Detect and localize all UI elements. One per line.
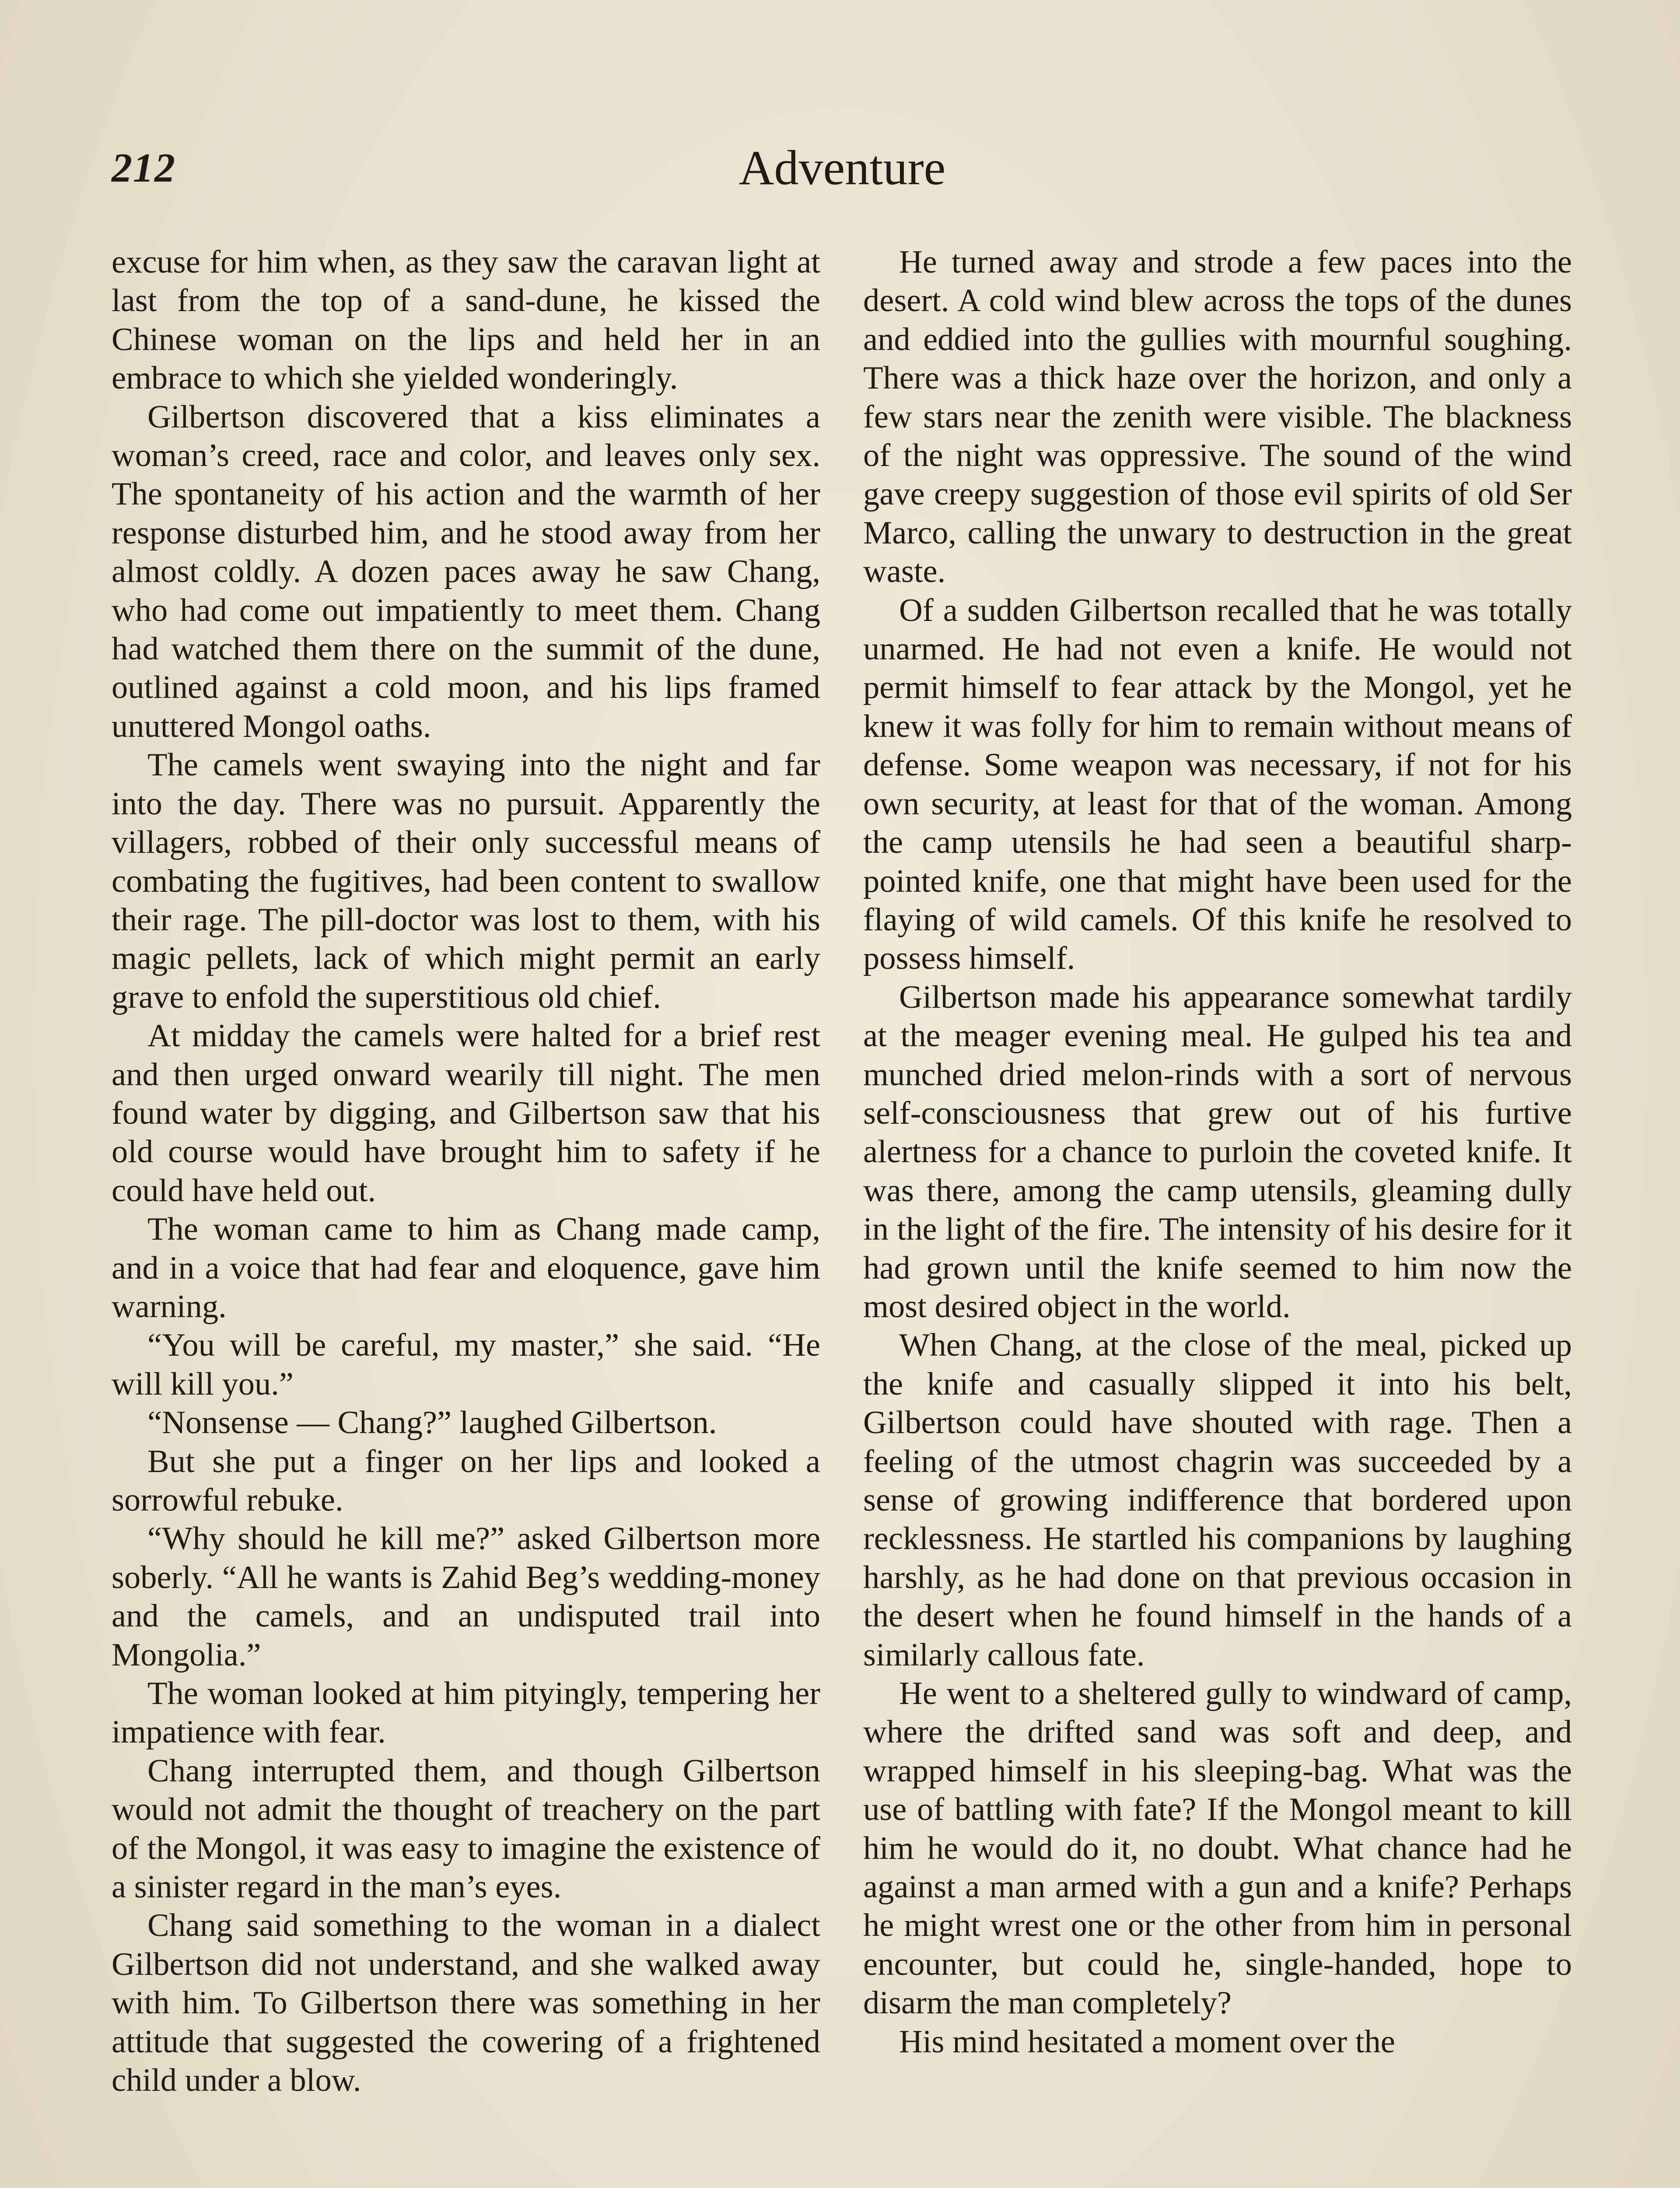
paragraph: He turned away and strode a few paces into the desert. A cold wind blew across the tops of the dunes and eddied into the gullies with mournful soughing. There was a thick haze over the horizon, and only a few stars near the zenith were visible. The blackness of the night was oppressive. The sound of the wind gave creepy suggestion of those evil spirits of old Ser Marco, calling the unwary to destruction in the great waste. — [863, 244, 1572, 590]
paragraph: At midday the camels were halted for a brief rest and then urged onward wearily till night. The men found water by digging, and Gilbertson saw that his old course would have brought him to safety if he could have held out. — [112, 1018, 820, 1209]
paragraph: But she put a finger on her lips and looked a sorrowful rebuke. — [112, 1443, 820, 1518]
paragraph: When Chang, at the close of the meal, picked up the knife and casually slipped it into his belt, Gilbertson could have shouted with rage. Then a feeling of the utmost chagrin was succeeded by a sense of growing indifference that bordered upon recklessness. He startled his companions by laughing harshly, as he had done on that previous occasion in the desert when he found himself in the hands of a similarly callous fate. — [863, 1327, 1572, 1673]
running-title: Adventure — [738, 141, 946, 195]
paragraph: Gilbertson made his appearance somewhat tardily at the meager evening meal. He gulped his tea and munched dried melon-rinds with a sort of nervous self-consciousness that grew out of his furtive alertness for a chance to purloin the coveted knife. It was there, among the camp utensils, gleaming dully in the light of the fire. The intensity of his desire for it had grown until the knife seemed to him now the most desired object in the world. — [863, 979, 1572, 1325]
paragraph: Chang interrupted them, and though Gilbertson would not admit the thought of treachery on the part of the Mongol, it was easy to imagine the existence of a sinister regard in the man’s eyes. — [112, 1753, 820, 1905]
paragraph: Gilbertson discovered that a kiss eliminates a woman’s creed, race and color, and leaves only sex. The spontaneity of his action and the warmth of her response disturbed him, and he stood away from her almost coldly. A dozen paces away he saw Chang, who had come out impatiently to meet them. Chang had watched them there on the summit of the dune, outlined against a cold moon, and his lips framed unuttered Mongol oaths. — [112, 399, 820, 744]
paragraph: He went to a sheltered gully to windward of camp, where the drifted sand was soft and deep, and wrapped himself in his sleeping-bag. What was the use of battling with fate? If the Mongol meant to kill him he would do it, no doubt. What chance had he against a man armed with a gun and a knife? Perhaps he might wrest one or the other from him in personal encounter, but could he, single-handed, hope to disarm the man completely? — [863, 1676, 1572, 2021]
paragraph: His mind hesitated a moment over the — [899, 2023, 1395, 2060]
paragraph: “You will be careful, my master,” she said. “He will kill you.” — [112, 1327, 820, 1402]
right-column — [863, 243, 1572, 2061]
paragraph: The woman came to him as Chang made camp, and in a voice that had fear and eloquence, gave him warning. — [112, 1211, 820, 1325]
paragraph: Chang said something to the woman in a dialect Gilbertson did not understand, and she walked away with him. To Gilbertson there was something in her attitude that suggested the cowering of a frightened child under a blow. — [112, 1907, 820, 2099]
paragraph: The woman looked at him pityingly, tempering her impatience with fear. — [112, 1676, 820, 1750]
left-column — [112, 243, 820, 2100]
paragraph: “Nonsense — Chang?” laughed Gilbertson. — [147, 1405, 717, 1441]
paragraph: The camels went swaying into the night and far into the day. There was no pursuit. Apparently the villagers, robbed of their only successful means of combating the fugitives, had been content to swallow their rage. The pill-doctor was lost to them, with his magic pellets, lack of which might permit an early grave to enfold the superstitious old chief. — [112, 747, 820, 1015]
paragraph: excuse for him when, as they saw the caravan light at last from the top of a sand-dune, he kissed the Chinese woman on the lips and held her in an embrace to which she yielded wonderingly. — [112, 244, 820, 396]
page-header — [112, 131, 1573, 201]
paragraph: “Why should he kill me?” asked Gilbertson more soberly. “All he wants is Zahid Beg’s wedding-money and the camels, and an undisputed trail into Mongolia.” — [112, 1521, 820, 1673]
paragraph: Of a sudden Gilbertson recalled that he was totally unarmed. He had not even a knife. He would not permit himself to fear attack by the Mongol, yet he knew it was folly for him to remain without means of defense. Some weapon was necessary, if not for his own security, at least for that of the woman. Among the camp utensils he had seen a beautiful sharp-pointed knife, one that might have been used for the flaying of wild camels. Of this knife he resolved to possess himself. — [863, 592, 1572, 977]
page-number: 212 — [112, 145, 176, 191]
